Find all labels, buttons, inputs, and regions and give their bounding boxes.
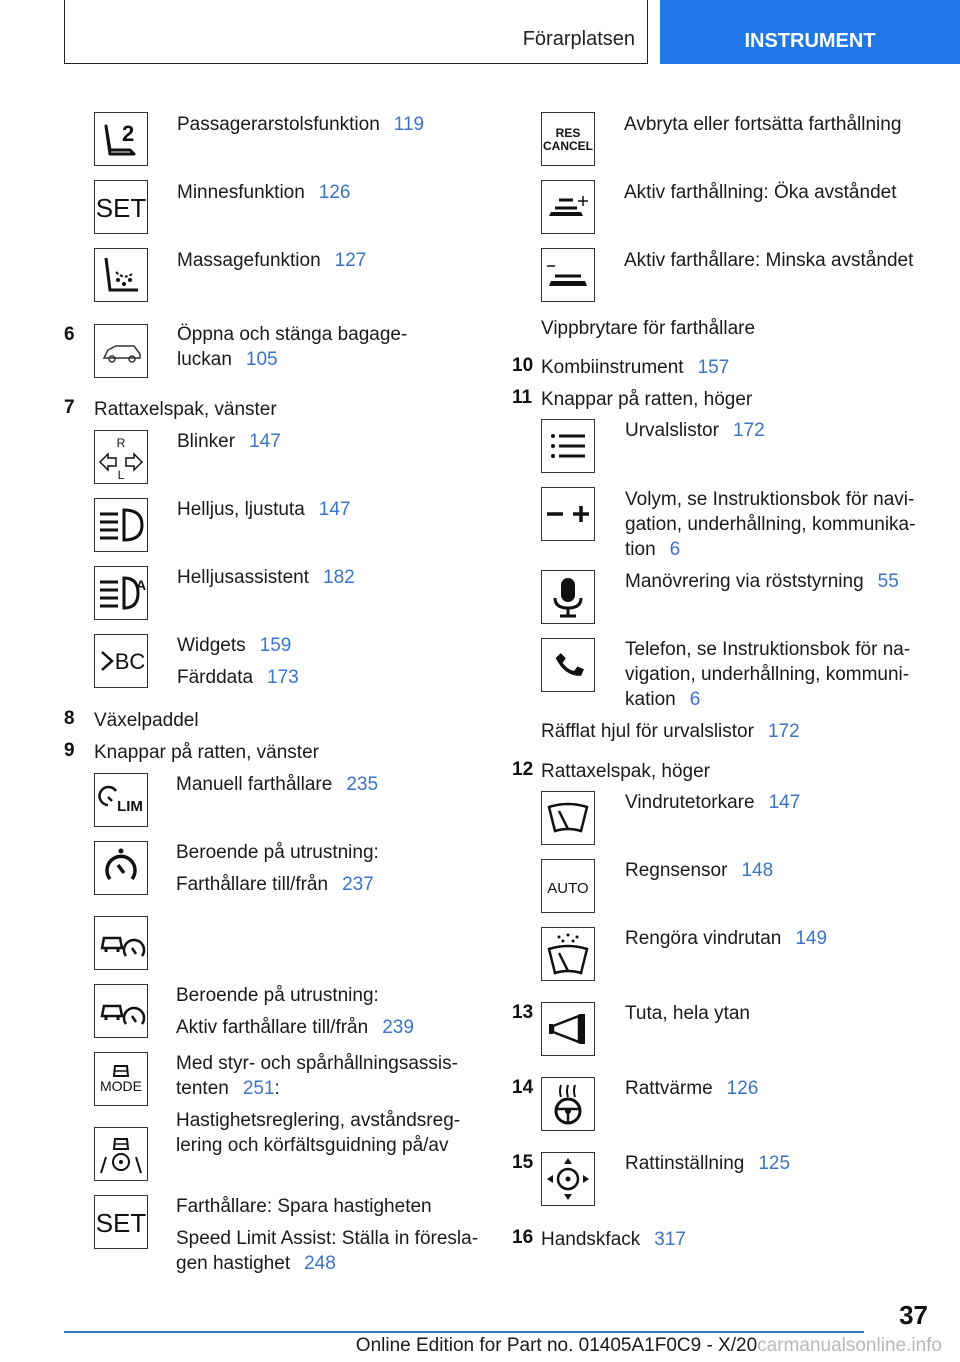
steering-heat-icon xyxy=(541,1077,595,1131)
distance-plus-icon xyxy=(541,180,595,234)
item-number-7: 7 xyxy=(64,397,75,418)
page-ref-link[interactable]: 237 xyxy=(342,874,374,895)
item-number-6: 6 xyxy=(64,324,75,345)
page-ref-link[interactable]: 6 xyxy=(689,689,701,710)
res-cancel-text: Avbryta eller fortsätta farthållning xyxy=(624,114,902,135)
tailgate-icon xyxy=(94,324,148,378)
footer-edition: Online Edition for Part no. 01405A1F0C9 - X/20carmanualsonline.info xyxy=(355,1335,942,1356)
page-ref-link[interactable]: 147 xyxy=(249,431,281,452)
page-ref-link[interactable]: 173 xyxy=(267,667,299,688)
page-ref-link[interactable]: 148 xyxy=(741,860,774,881)
page-ref-link[interactable]: 172 xyxy=(732,420,765,441)
svg-text:A: A xyxy=(136,577,146,593)
svg-text:AUTO: AUTO xyxy=(547,880,589,897)
mode-icon xyxy=(94,1052,148,1106)
mode-text: Med styr- och spårhållningsassis- tenten 251: xyxy=(176,1053,458,1099)
page-ref-link[interactable]: 126 xyxy=(726,1078,759,1099)
header-tab-instrument[interactable] xyxy=(660,0,960,64)
right-stalk-heading: Rattaxelspak, höger xyxy=(541,761,710,782)
horn-text: Tuta, hela ytan xyxy=(625,1003,750,1024)
acc-text-2: Aktiv farthållare till/från 239 xyxy=(176,1017,414,1038)
item-number-12: 12 xyxy=(512,759,534,780)
svg-text:MODE: MODE xyxy=(100,1078,142,1094)
res-cancel-icon xyxy=(541,112,595,166)
acc-text-1: Beroende på utrustning: xyxy=(176,985,379,1006)
limiter-icon xyxy=(94,773,148,827)
high-beam-assist-text: Helljusassistent 182 xyxy=(177,567,355,588)
page-ref-link[interactable]: 126 xyxy=(318,182,351,203)
page-ref-link[interactable]: 149 xyxy=(795,928,828,949)
horn-icon xyxy=(541,1002,595,1056)
right-wheel-buttons-heading: Knappar på ratten, höger xyxy=(541,389,753,410)
thumbwheel-text: Räfflat hjul för urvalslistor 172 xyxy=(541,721,800,742)
page-ref-link[interactable]: 119 xyxy=(393,114,425,135)
voice-control-text: Manövrering via röststyrning 55 xyxy=(625,571,899,592)
svg-text:L: L xyxy=(117,468,125,482)
rain-sensor-auto-icon xyxy=(541,859,595,913)
cruise-text-1: Beroende på utrustning: xyxy=(176,842,379,863)
passenger-seat-icon xyxy=(94,112,148,166)
item-number-13: 13 xyxy=(512,1002,534,1023)
header-section-title: Förarplatsen xyxy=(522,28,635,50)
volume-text: Volym, se Instruktionsbok för navi- gation, underhållning, kommunika- tion 6 xyxy=(625,489,916,560)
cruise-control-icon xyxy=(94,841,148,895)
item-number-9: 9 xyxy=(64,740,75,761)
steering-adjust-icon xyxy=(541,1152,595,1206)
footer-divider xyxy=(64,1331,864,1333)
blinker-text: Blinker 147 xyxy=(177,431,281,452)
page-ref-link[interactable]: 147 xyxy=(768,792,801,813)
distance-minus-text: Aktiv farthållare: Minska avståndet xyxy=(624,250,914,271)
page-ref-link[interactable]: 251 xyxy=(242,1078,275,1099)
trip-data-text: Färddata 173 xyxy=(177,667,299,688)
phone-text: Telefon, se Instruktionsbok för na- vigation, underhållning, kommuni- kation 6 xyxy=(625,639,911,710)
active-cruise-toggle-icon xyxy=(94,984,148,1038)
rocker-switch-text: Vippbrytare för farthållare xyxy=(541,318,756,339)
distance-minus-icon xyxy=(541,248,595,302)
high-beam-icon xyxy=(94,498,148,552)
widgets-text: Widgets 159 xyxy=(177,635,292,656)
svg-text:SET: SET xyxy=(96,193,146,223)
glovebox-text: Handskfack 317 xyxy=(541,1229,686,1250)
shift-paddle-text: Växelpaddel xyxy=(94,710,199,731)
high-beam-text: Helljus, ljustuta 147 xyxy=(177,499,351,520)
page-ref-link[interactable]: 317 xyxy=(654,1229,686,1250)
page-ref-link[interactable]: 172 xyxy=(767,721,800,742)
page-ref-link[interactable]: 125 xyxy=(758,1153,791,1174)
svg-text:R: R xyxy=(116,436,126,450)
page-ref-link[interactable]: 6 xyxy=(669,539,681,560)
page-ref-link[interactable]: 147 xyxy=(318,499,351,520)
phone-icon xyxy=(541,638,595,692)
header-tab-label: INSTRUMENT xyxy=(744,29,876,52)
manual-limiter-text: Manuell farthållare 235 xyxy=(176,774,379,795)
page-ref-link[interactable]: 157 xyxy=(697,357,730,378)
lane-guidance-icon xyxy=(94,1127,148,1181)
active-cruise-icon xyxy=(94,916,148,970)
page-ref-link[interactable]: 55 xyxy=(877,571,899,592)
rain-sensor-text: Regnsensor 148 xyxy=(625,860,774,881)
memory-text: Minnesfunktion 126 xyxy=(177,182,351,203)
svg-text:CANCEL: CANCEL xyxy=(543,139,593,153)
item-number-15: 15 xyxy=(512,1152,534,1173)
svg-text:SET: SET xyxy=(96,1208,146,1238)
widgets-bc-icon xyxy=(94,634,148,688)
massage-icon xyxy=(94,248,148,302)
list-icon xyxy=(541,419,595,473)
page-ref-link[interactable]: 127 xyxy=(334,250,367,271)
left-wheel-buttons-heading: Knappar på ratten, vänster xyxy=(94,742,319,763)
speed-regulation-text: Hastighetsreglering, avståndsreg- lering och körfältsguidning på/av xyxy=(176,1110,461,1156)
tailgate-text: Öppna och stänga bagage- luckan 105 xyxy=(177,324,408,370)
cruise-text-2: Farthållare till/från 237 xyxy=(176,874,374,895)
watermark: carmanualsonline.info xyxy=(757,1335,942,1356)
steering-heat-text: Rattvärme 126 xyxy=(625,1078,759,1099)
memory-set-icon xyxy=(94,180,148,234)
page-ref-link[interactable]: 159 xyxy=(259,635,292,656)
page-ref-link[interactable]: 248 xyxy=(304,1253,336,1274)
turn-signal-icon xyxy=(94,430,148,484)
washer-icon xyxy=(541,927,595,981)
lists-text: Urvalslistor 172 xyxy=(625,420,765,441)
microphone-icon xyxy=(541,570,595,624)
instrument-cluster-text: Kombiinstrument 157 xyxy=(541,357,730,378)
set-speed-text-2: Speed Limit Assist: Ställa in föresla- gen hastighet 248 xyxy=(176,1228,479,1274)
wipers-text: Vindrutetorkare 147 xyxy=(625,792,801,813)
item-number-14: 14 xyxy=(512,1077,534,1098)
item-number-10: 10 xyxy=(512,355,534,376)
volume-icon xyxy=(541,487,595,541)
svg-text:BC: BC xyxy=(114,649,146,674)
page-ref-link[interactable]: 182 xyxy=(323,567,355,588)
item-number-16: 16 xyxy=(512,1227,534,1248)
passenger-seat-text: Passagerarstolsfunktion 119 xyxy=(177,114,425,135)
page-number: 37 xyxy=(899,1300,928,1330)
page-ref-link[interactable]: 235 xyxy=(346,774,379,795)
page-ref-link[interactable]: 105 xyxy=(245,349,278,370)
washer-text: Rengöra vindrutan 149 xyxy=(625,928,828,949)
svg-text:2: 2 xyxy=(122,121,135,146)
massage-text: Massagefunktion 127 xyxy=(177,250,367,271)
item-number-11: 11 xyxy=(512,387,533,408)
item-number-8: 8 xyxy=(64,708,75,729)
page-ref-link[interactable]: 239 xyxy=(382,1017,414,1038)
distance-plus-text: Aktiv farthållning: Öka avståndet xyxy=(624,182,897,203)
wiper-icon xyxy=(541,791,595,845)
steering-adjust-text: Rattinställning 125 xyxy=(625,1153,791,1174)
svg-text:RES: RES xyxy=(555,126,581,140)
left-stalk-heading: Rattaxelspak, vänster xyxy=(94,399,277,420)
high-beam-assist-icon xyxy=(94,566,148,620)
svg-text:LIM: LIM xyxy=(117,798,143,815)
set-speed-text-1: Farthållare: Spara hastigheten xyxy=(176,1196,432,1217)
set-speed-icon xyxy=(94,1195,148,1249)
